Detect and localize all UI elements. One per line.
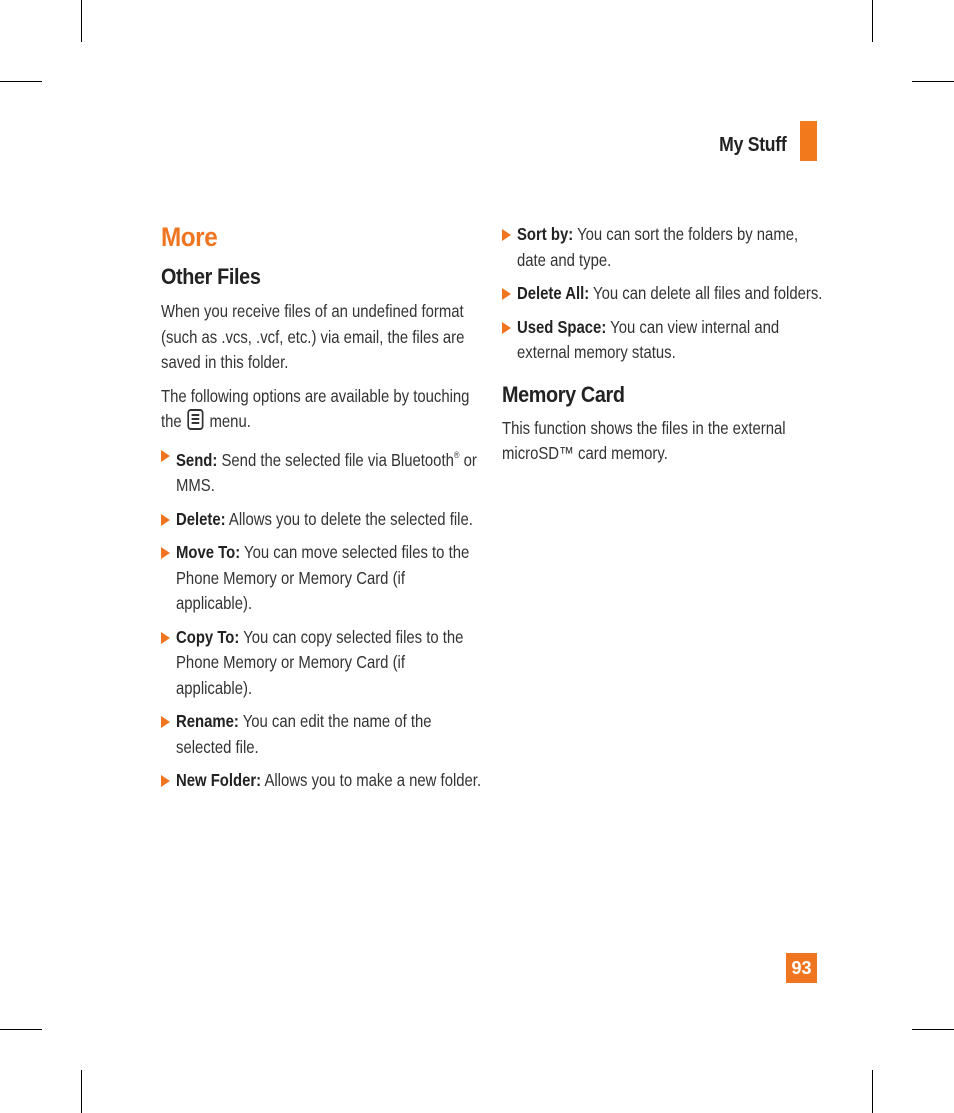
menu-icon [188,409,204,430]
arrow-right-icon [502,288,511,300]
bullet-label: Copy To: [176,626,240,647]
page-title: More [161,222,218,252]
bullet-text: You can view internal and external memory status. [517,316,780,362]
arrow-right-icon [161,547,170,559]
crop-mark [872,0,873,42]
crop-mark [81,1070,82,1113]
page-number: 93 [786,953,817,983]
list-item [502,222,822,273]
left-column [161,222,481,794]
crop-mark [81,0,82,42]
arrow-right-icon [161,716,170,728]
list-item [502,281,822,307]
bullet-text: Send the selected file via Bluetooth [221,449,454,470]
crop-mark [912,81,954,82]
bullet-text: You can copy selected files to the Phone Memory or Memory Card (if applicable). [176,626,464,698]
registered-mark: ® [453,449,460,460]
arrow-right-icon [161,514,170,526]
crop-mark [0,1029,42,1030]
list-item [161,507,481,533]
list-item [161,443,481,499]
intro-paragraph: When you receive files of an undefined format (such as .vcs, .vcf, etc.) via email, the files are saved in this folder. [161,301,465,372]
list-item [161,625,481,702]
bullet-text: You can delete all files and folders. [593,283,823,303]
arrow-right-icon [502,322,511,334]
bullet-text: Allows you to make a new folder. [264,770,482,790]
memory-card-paragraph: This function shows the files in the external microSD™ card memory. [502,417,786,463]
subtitle-other-files: Other Files [161,264,261,289]
bullet-label: Delete: [176,508,226,529]
options-text-after: menu. [209,411,251,431]
bullet-text: You can move selected files to the Phone Memory or Memory Card (if applicable). [176,542,470,613]
list-item [161,709,481,760]
section-header: My Stuff [718,134,786,156]
subtitle-memory-card: Memory Card [502,381,625,407]
options-text-before: The following options are available by touching the [161,385,470,431]
bullet-label: Move To: [176,542,241,562]
list-item [161,540,481,617]
bullet-label: Rename: [176,711,239,731]
options-paragraph [161,384,482,435]
arrow-right-icon [161,775,170,787]
crop-mark [0,81,42,82]
list-item [161,768,481,794]
bullet-text: Allows you to delete the selected file. [228,508,473,529]
bullet-text: You can edit the name of the selected file. [176,711,432,757]
crop-mark [872,1070,873,1113]
arrow-right-icon [161,450,170,462]
list-item [502,315,822,366]
arrow-right-icon [502,229,511,241]
arrow-right-icon [161,632,170,644]
bullet-label: Sort by: [517,224,574,244]
crop-mark [912,1029,954,1030]
bullet-label: Delete All: [517,283,590,303]
bullet-text-tail: or MMS. [176,449,477,495]
bullet-label: Send: [176,449,218,470]
bullet-label: Used Space: [517,316,607,337]
right-column [502,222,822,467]
bullet-text: You can sort the folders by name, date and type. [517,224,799,270]
section-tab [800,121,817,161]
bullet-label: New Folder: [176,770,262,790]
